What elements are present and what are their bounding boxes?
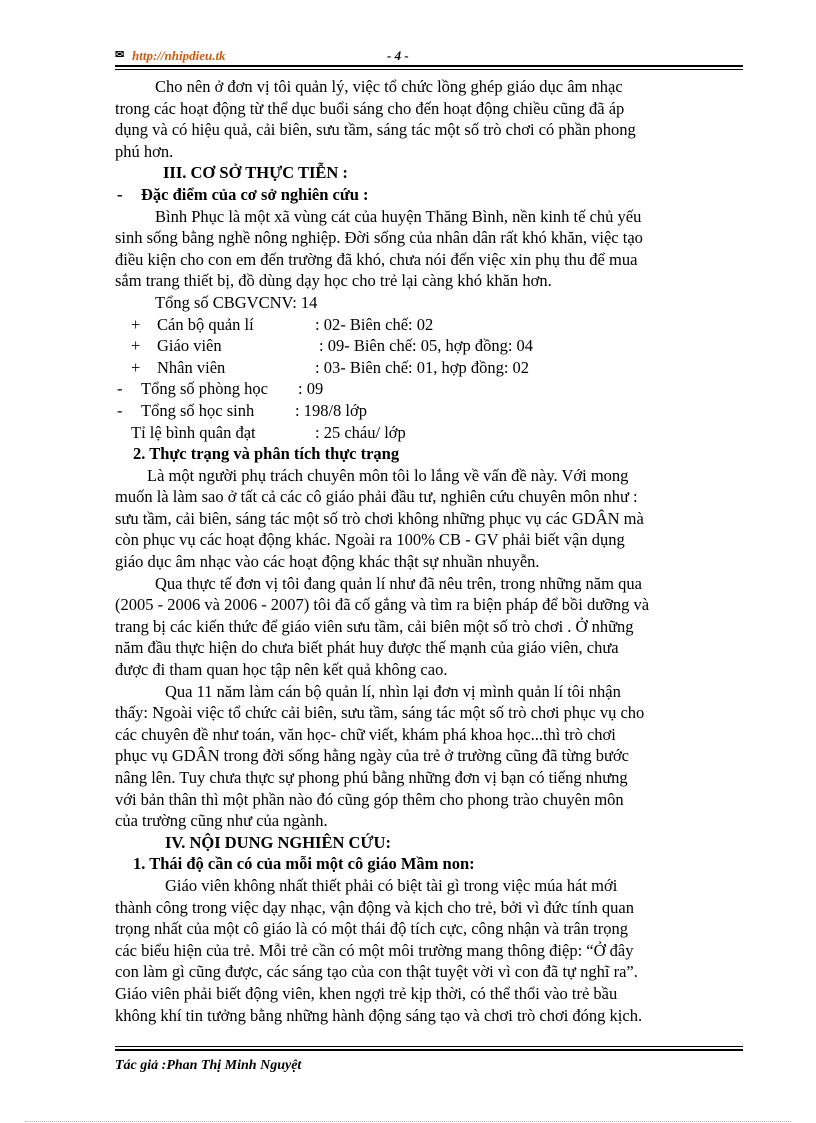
stats-label: Cán bộ quản lí [157,314,254,334]
paragraph-line: nâng lên. Tuy chưa thực sự phong phú bằng những đơn vị bạn có tiếng nhưng [115,768,628,787]
paragraph-line: Là một người phụ trách chuyên môn tôi lo lắng về vấn đề này. Với mong [147,465,629,485]
footer-rule-thin [115,1046,743,1047]
stats-total-staff: Tổng số CBGVCNV: 14 [155,292,318,312]
stats-row-teachers [115,335,743,357]
stats-row-ratio [115,422,743,444]
stats-row-managers [115,314,743,336]
stats-value: : 09 [298,379,324,399]
paragraph-line: còn phục vụ các hoạt động khác. Ngoài ra 100% CB - GV phải biết vận dụng [115,530,625,550]
paragraph-line: Qua 11 năm làm cán bộ quản lí, nhìn lại đơn vị mình quản lí tôi nhận [165,681,621,701]
document-body [115,76,743,1026]
stats-value: : 25 cháu/ lớp [315,422,406,442]
dash-marker: - [117,184,123,204]
paragraph-line: phú hơn. [115,141,174,161]
subheading-text: Đặc điểm của cơ sở nghiên cứu : [141,184,369,204]
stats-label: Tổng số học sinh [141,400,255,420]
paragraph-line: (2005 - 2006 và 2006 - 2007) tôi đã cố gắng và tìm ra biện pháp để bồi dưỡng và [115,595,650,615]
paragraph-line: con làm gì cũng được, các sáng tạo của con thật tuyệt vời vì con đã tự nghĩ ra”. [115,962,638,982]
section-heading-iv: IV. NỘI DUNG NGHIÊN CỨU: [165,832,391,852]
paragraph-line: năm đầu thực hiện do chưa biết phát huy được thế mạnh của giáo viên, chưa [115,638,619,658]
header-site-link[interactable]: http://nhipdieu.tk [132,48,226,63]
paragraph-line: trọng nhất của một cô giáo là có một thái độ tích cực, công nhận và trân trọng [115,919,628,939]
paragraph-line: thấy: Ngoài việc tổ chức cải biên, sưu tầm, sáng tác một số trò chơi phục vụ cho [115,703,645,723]
plus-marker: + [131,357,141,377]
subheading-teacher-attitude: 1. Thái độ cần có của mỗi một cô giáo Mầm non: [133,854,475,874]
section-heading-iii: III. CƠ SỞ THỰC TIỄN : [163,163,348,183]
paragraph-line: các chuyên đề như toán, văn học- chữ viết, khám phá khoa học...thì trò chơi [115,724,616,744]
paragraph-line: sinh sống bằng nghề nông nghiệp. Đời sống của nhân dân rất khó khăn, việc tạo [115,228,643,248]
paragraph-line: Qua thực tế đơn vị tôi đang quản lí như đã nêu trên, trong những năm qua [155,573,642,593]
paragraph-line: trong các hoạt động từ thể dục buổi sáng cho đến hoạt động chiều cũng đã áp [115,98,625,118]
paragraph-line: các biểu hiện của trẻ. Mỗi trẻ cần có một môi trường mang thông điệp: “Ở đây [115,940,634,960]
footer-rule-thick [115,1049,743,1051]
page-number: - 4 - [387,48,409,63]
paragraph-line: phục vụ GDÂN trong đời sống hằng ngày của trẻ ở trường cũng đã từng bước [115,746,630,766]
paragraph-line: thành công trong việc dạy nhạc, vận động và kịch cho trẻ, bởi vì đức tính quan [115,897,634,917]
subheading-research-site [115,184,743,206]
stats-value: : 03- Biên chế: 01, hợp đồng: 02 [315,357,530,377]
stats-label: Tổng số phòng học [141,379,268,399]
header-rule-thin [115,69,743,70]
stats-label: Tỉ lệ bình quân đạt [131,422,256,442]
footer-author: Tác giả :Phan Thị Minh Nguyệt [115,1058,302,1073]
stats-row-students [115,400,743,422]
envelope-icon: ✉ [115,49,125,61]
stats-row-rooms [115,378,743,400]
paragraph-line: điều kiện cho con em đến trường đã khó, chưa nói đến việc xin phụ thu để mua [115,249,638,269]
paragraph-line: dụng và có hiệu quả, cải biên, sưu tầm, sáng tác một số trò chơi có phần phong [115,120,636,140]
paragraph-line: với bản thân thì một phần nào đó cũng góp thêm cho phong trào chuyên môn [115,789,624,809]
paragraph-line: trang bị các kiến thức để giáo viên sưu tầm, cải biên một số trò chơi . Ở những [115,616,634,636]
paragraph-line: muốn là làm sao ở tất cả các cô giáo phải đầu tư, nghiên cứu chuyên môn như : [115,487,638,507]
paragraph-line: được đi tham quan học tập nên kết quả không cao. [115,660,448,680]
plus-marker: + [131,314,141,334]
stats-label: Giáo viên [157,336,222,356]
paragraph-line: của trường cũng như của ngành. [115,811,328,831]
paragraph-line: Cho nên ở đơn vị tôi quản lý, việc tổ chức lồng ghép giáo dục âm nhạc [155,77,623,96]
plus-marker: + [131,336,141,356]
paragraph-line: sưu tầm, cải biên, sáng tác một số trò chơi không những phục vụ các GDÂN mà [115,508,644,528]
paragraph-line: Giáo viên không nhất thiết phải có biệt tài gì trong việc múa hát mới [165,875,618,895]
dash-marker: - [117,400,123,420]
paragraph-line: sắm trang thiết bị, đồ dùng dạy học cho trẻ lại càng khó khăn hơn. [115,271,552,291]
paragraph-line: không khí tin tưởng bằng những hành động sáng tạo và chơi trò chơi đóng kịch. [115,1005,643,1025]
header-rule-thick [115,65,743,67]
dash-marker: - [117,379,123,399]
paragraph-line: Bình Phục là một xã vùng cát của huyện Thăng Bình, nền kinh tế chủ yếu [155,206,642,226]
section-heading-2: 2. Thực trạng và phân tích thực trạng [133,444,400,464]
paragraph-line: giáo dục âm nhạc vào các hoạt động khác thật sự nhuần nhuyễn. [115,552,540,572]
paragraph-line: Giáo viên phải biết động viên, khen ngợi trẻ kịp thời, có thể thổi vào trẻ bầu [115,983,618,1003]
stats-row-staff [115,357,743,379]
stats-value: : 02- Biên chế: 02 [315,314,434,334]
page-bottom-dotted-line [25,1121,791,1122]
stats-value: : 09- Biên chế: 05, hợp đồng: 04 [319,336,534,356]
stats-value: : 198/8 lớp [295,400,367,420]
stats-label: Nhân viên [157,357,226,377]
page-header [115,46,743,66]
